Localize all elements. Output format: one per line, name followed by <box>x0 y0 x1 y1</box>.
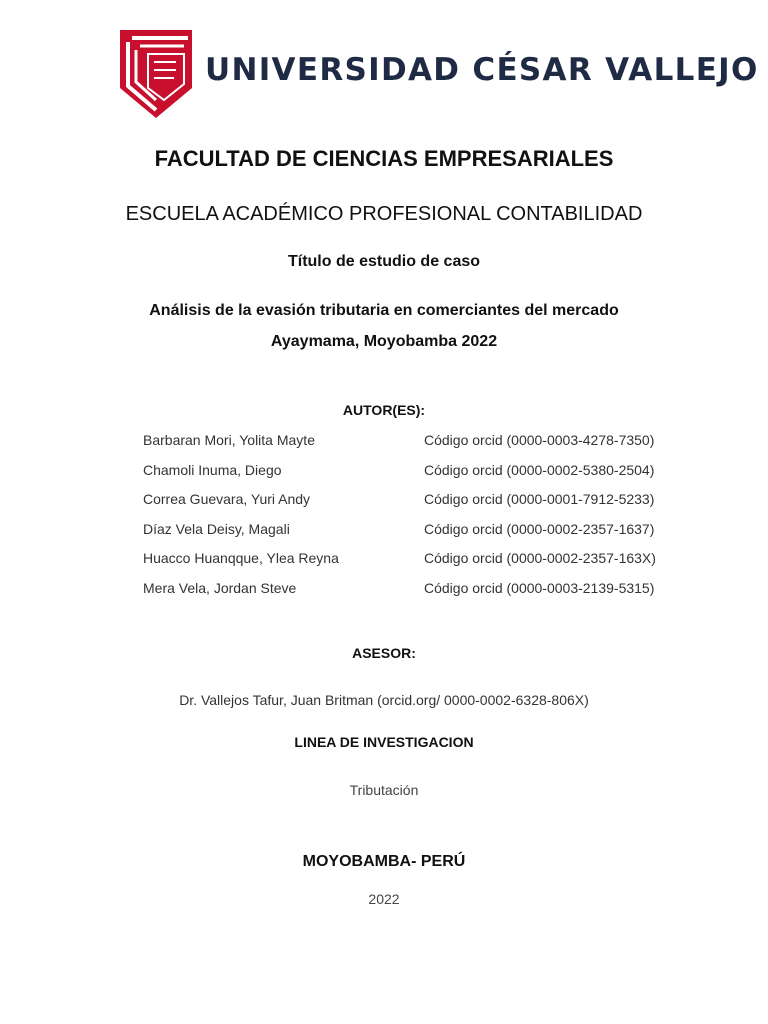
author-name: Huacco Huanqque, Ylea Reyna <box>143 550 339 566</box>
author-orcid: Código orcid (0000-0002-2357-163X) <box>424 550 656 566</box>
author-row <box>143 546 703 576</box>
title-label: Título de estudio de caso <box>287 253 481 270</box>
school-title: ESCUELA ACADÉMICO PROFESIONAL CONTABILIDAD <box>125 203 643 225</box>
author-name: Chamoli Inuma, Diego <box>143 461 282 478</box>
author-row <box>143 428 703 458</box>
author-row <box>143 458 703 488</box>
year: 2022 <box>368 891 400 907</box>
place: MOYOBAMBA- PERÚ <box>302 853 466 870</box>
authors-list <box>143 428 703 605</box>
author-orcid: Código orcid (0000-0002-5380-2504) <box>424 461 655 478</box>
author-orcid: Código orcid (0000-0001-7912-5233) <box>424 491 655 507</box>
author-orcid: Código orcid (0000-0002-2357-1637) <box>424 520 655 537</box>
author-name: Díaz Vela Deisy, Magali <box>143 520 290 537</box>
research-line: Tributación <box>349 782 419 798</box>
author-name: Mera Vela, Jordan Steve <box>143 579 297 596</box>
research-line-heading: LINEA DE INVESTIGACION <box>294 734 474 750</box>
author-orcid: Código orcid (0000-0003-2139-5315) <box>424 579 655 596</box>
author-row <box>143 517 703 547</box>
advisor-name: Dr. Vallejos Tafur, Juan Britman (orcid.org/ 0000-0002-6328-806X) <box>179 692 589 708</box>
authors-heading: AUTOR(ES): <box>342 402 426 418</box>
shield-logo-icon <box>118 28 194 120</box>
case-study-title-line-2: Ayaymama, Moyobamba 2022 <box>270 333 498 350</box>
author-name: Correa Guevara, Yuri Andy <box>143 491 311 507</box>
university-name: UNIVERSIDAD CÉSAR VALLEJO <box>205 52 759 88</box>
author-row <box>143 576 703 606</box>
author-orcid: Código orcid (0000-0003-4278-7350) <box>424 432 655 448</box>
author-row <box>143 487 703 517</box>
faculty-title: FACULTAD DE CIENCIAS EMPRESARIALES <box>154 146 614 171</box>
advisor-heading: ASESOR: <box>352 645 416 661</box>
case-study-title-line-1: Análisis de la evasión tributaria en comerciantes del mercado <box>149 302 619 319</box>
author-name: Barbaran Mori, Yolita Mayte <box>143 432 315 448</box>
